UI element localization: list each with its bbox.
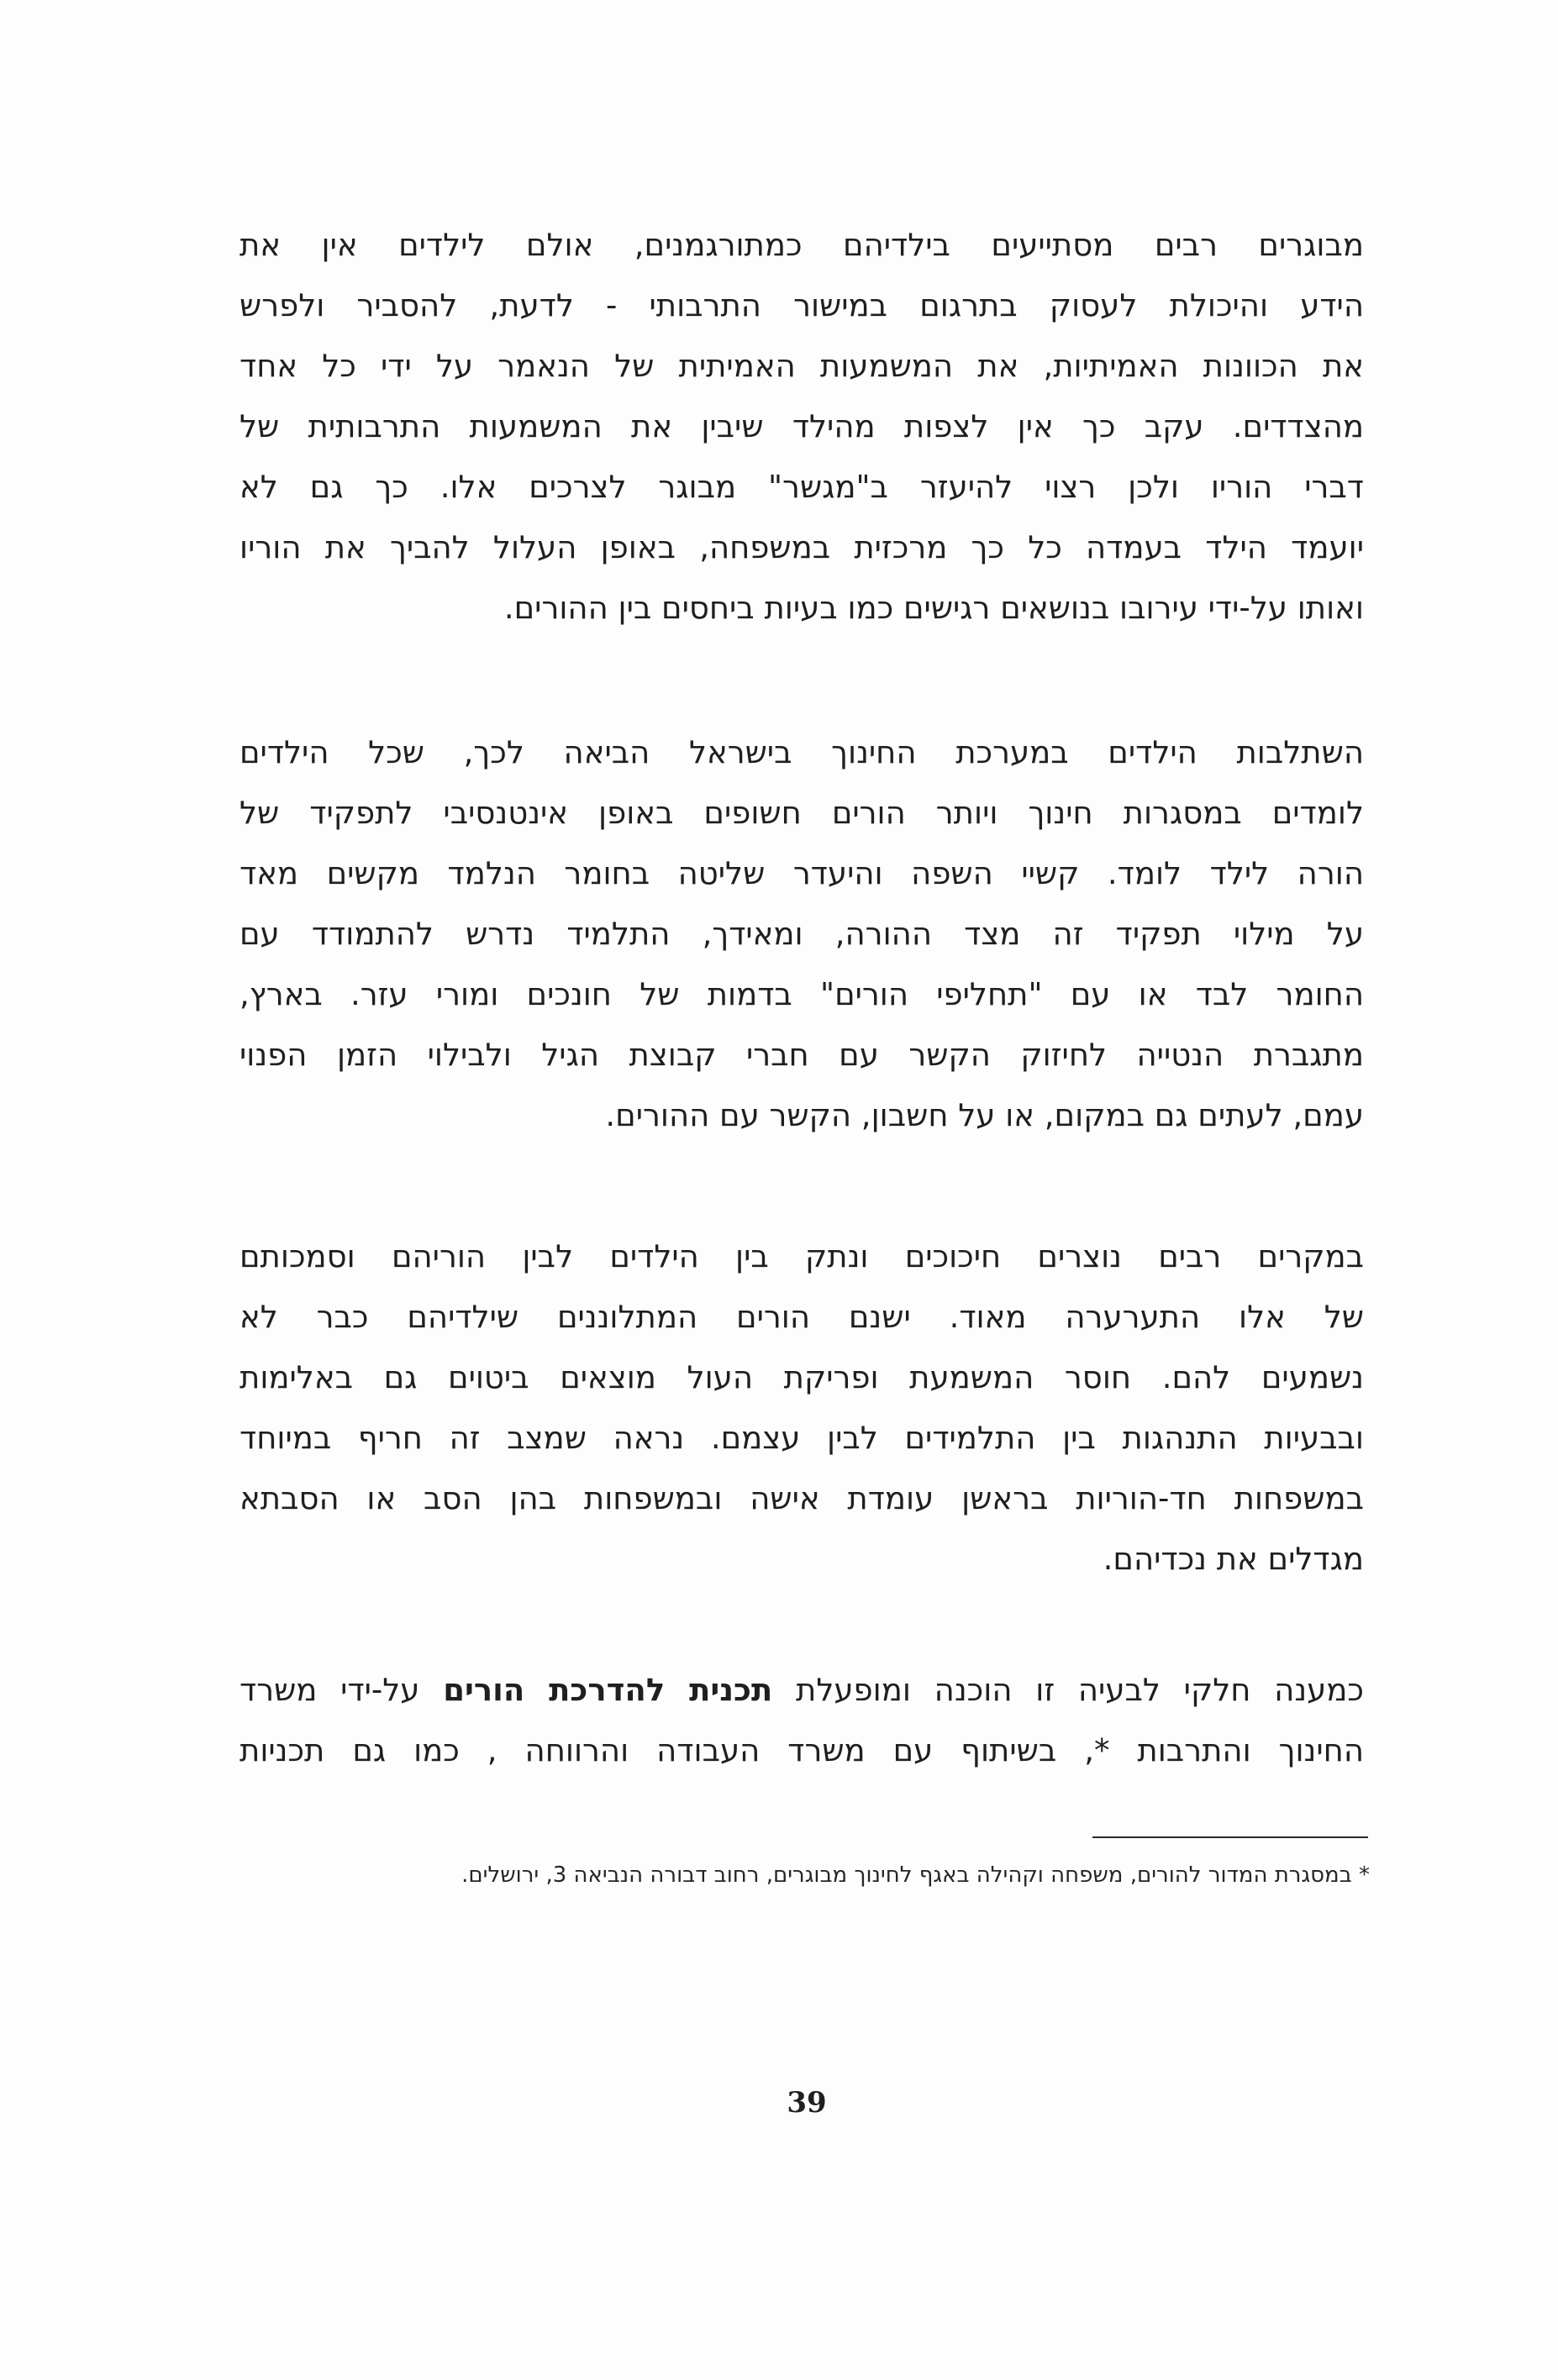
paragraph-2-line-1: השתלבות הילדים במערכת החינוך בישראל הביאה לכך, שכל הילדים (239, 734, 1364, 770)
paragraph-1-line-6: יועמד הילד בעמדה כל כך מרכזית במשפחה, באופן העלול להביך את הוריו (239, 529, 1364, 565)
program-name-emphasis: תכנית להדרכת הורים (443, 1672, 773, 1708)
paragraph-2-line-5: החומר לבד או עם "תחליפי הורים" בדמות של חונכים ומורי עזר. בארץ, (239, 976, 1364, 1012)
paragraph-4-line-1-start: כמענה חלקי לבעיה זו הוכנה ומופעלת (772, 1672, 1364, 1708)
paragraph-3-line-5: במשפחות חד-הוריות בראשן עומדת אישה ובמשפחות בהן הסב או הסבתא (239, 1480, 1364, 1516)
paragraph-1-line-2: הידע והיכולת לעסוק בתרגום במישור התרבותי - לדעת, להסביר ולפרש (239, 287, 1364, 323)
paragraph-2 (239, 722, 1364, 1146)
paragraph-3-line-3: נשמעים להם. חוסר המשמעת ופריקת העול מוצאים ביטוים גם באלימות (239, 1359, 1364, 1395)
paragraph-1-line-5: דברי הוריו ולכן רצוי להיעזר ב"מגשר" מבוגר לצרכים אלו. כך גם לא (239, 469, 1364, 505)
paragraph-2-line-7: עמם, לעתים גם במקום, או על חשבון, הקשר עם ההורים. (605, 1097, 1364, 1133)
paragraph-2-line-2: לומדים במסגרות חינוך ויותר הורים חשופים באופן אינטנסיבי לתפקיד של (239, 795, 1364, 831)
paragraph-1-line-7: ואותו על-ידי עירובו בנושאים רגישים כמו בעיות ביחסים בין ההורים. (503, 590, 1364, 626)
paragraph-2-line-4: על מילוי תפקיד זה מצד ההורה, ומאידך, התלמיד נדרש להתמודד עם (239, 916, 1364, 952)
footnote: * במסגרת המדור להורים, משפחה וקהילה באגף לחינוך מבוגרים, רחוב דבורה הנביאה 3, ירושלים. (461, 1862, 1370, 1888)
paragraph-4-line-1-end: על-ידי משרד (239, 1672, 444, 1708)
paragraph-3-line-2: של אלו התערערה מאוד. ישנם הורים המתלוננים שילדיהם כבר לא (239, 1299, 1364, 1335)
paragraph-3-line-4: ובבעיות התנהגות בין התלמידים לבין עצמם. נראה שמצב זה חריף במיוחד (239, 1420, 1364, 1456)
paragraph-2-line-3: הורה לילד לומד. קשיי השפה והיעדר שליטה בחומר הנלמד מקשים מאד (239, 855, 1364, 891)
paragraph-2-line-6: מתגברת הנטייה לחיזוק הקשר עם חברי קבוצת הגיל ולבילוי הזמן הפנוי (239, 1037, 1364, 1073)
paragraph-1-line-3: את הכוונות האמיתיות, את המשמעות האמיתית של הנאמר על ידי כל אחד (239, 348, 1364, 384)
footnote-divider (1092, 1836, 1368, 1838)
paragraph-1-line-1: מבוגרים רבים מסתייעים בילדיהם כמתורגמנים, אולם לילדים אין את (239, 227, 1364, 263)
paragraph-3 (239, 1227, 1364, 1589)
paragraph-4 (239, 1660, 1364, 1781)
paragraph-1 (239, 215, 1364, 638)
paragraph-4-line-2: החינוך והתרבות *, בשיתוף עם משרד העבודה והרווחה , כמו גם תכניות (239, 1732, 1364, 1768)
page-number: 39 (787, 2086, 827, 2120)
paragraph-3-line-1: במקרים רבים נוצרים חיכוכים ונתק בין הילדים לבין הוריהם וסמכותם (239, 1238, 1364, 1274)
paragraph-3-line-6: מגדלים את נכדיהם. (1103, 1541, 1364, 1577)
paragraph-4-line-1 (239, 1660, 1364, 1721)
paragraph-1-line-4: מהצדדים. עקב כך אין לצפות מהילד שיבין את המשמעות התרבותית של (239, 408, 1364, 444)
